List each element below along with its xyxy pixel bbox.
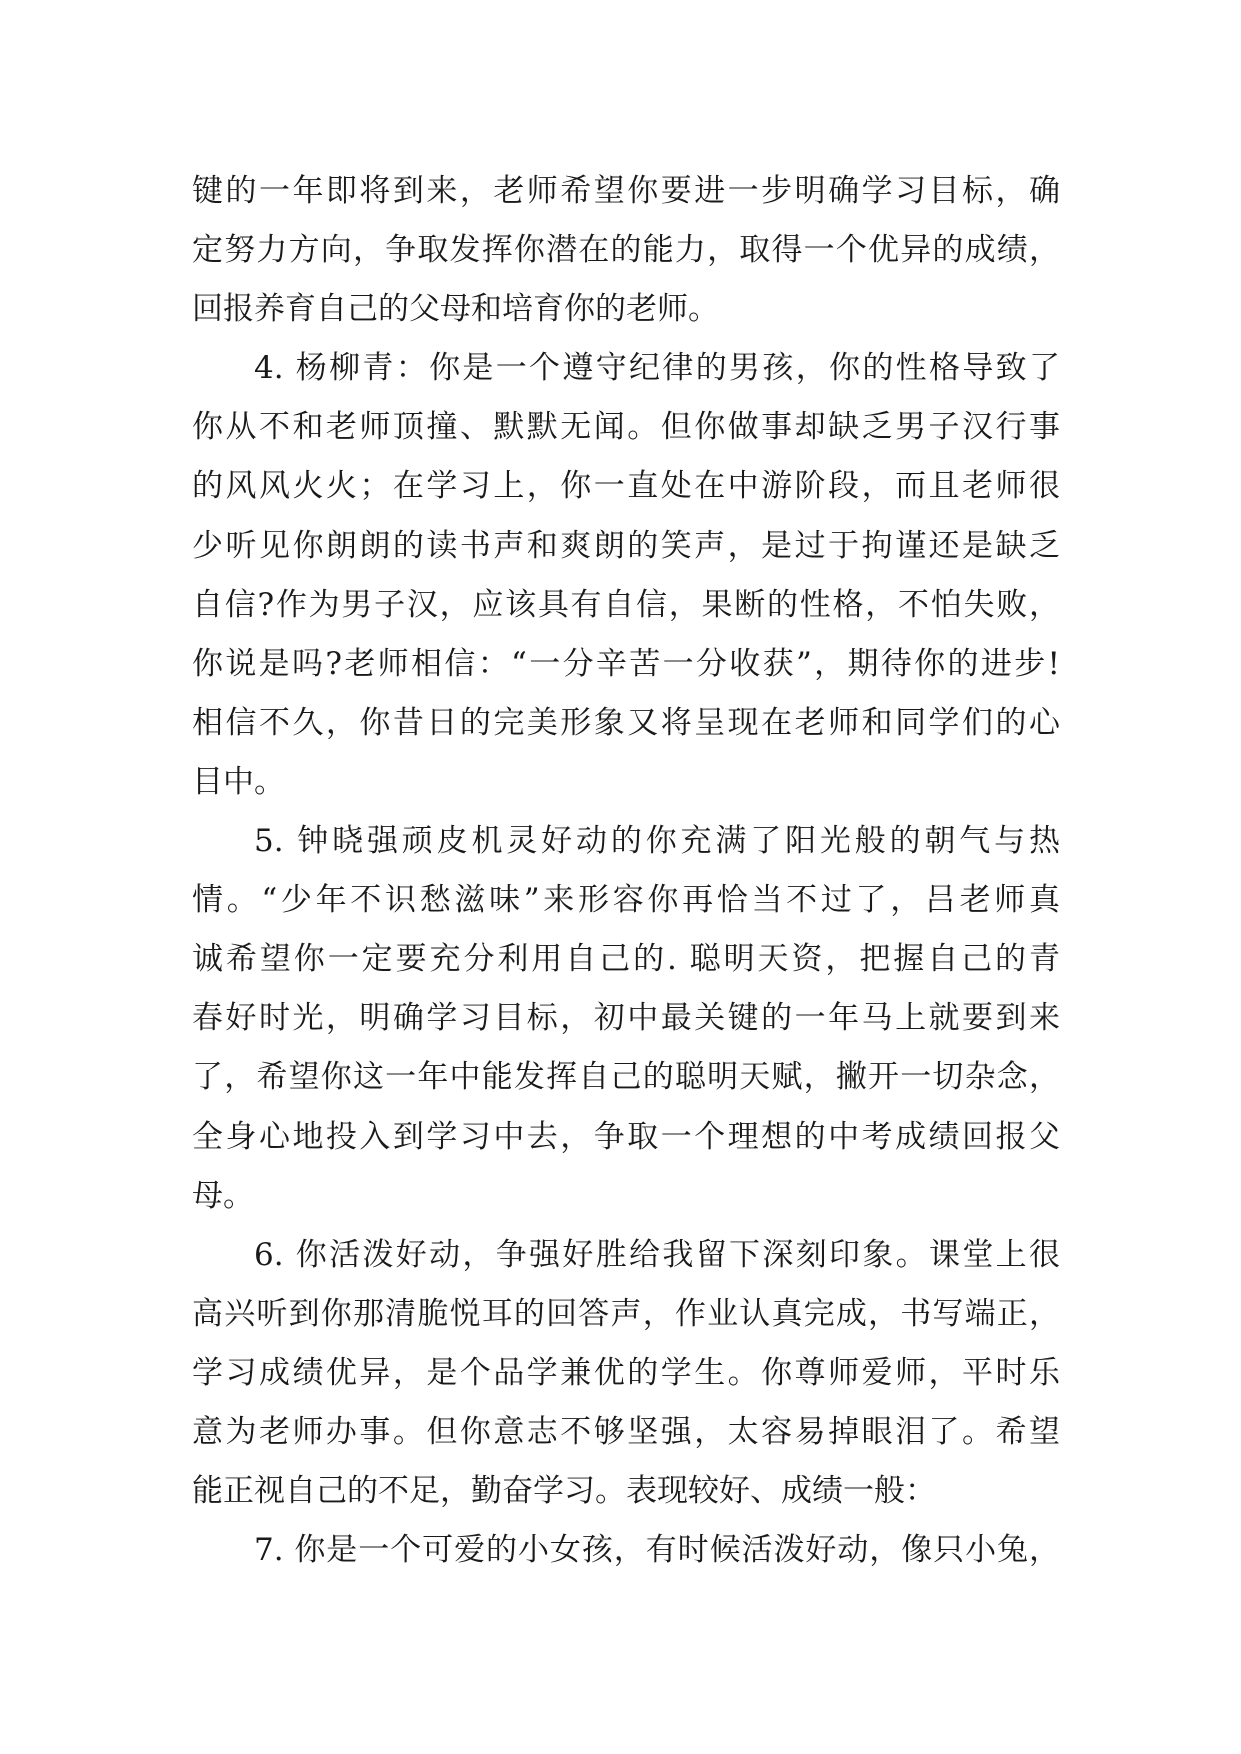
paragraph-2 bbox=[192, 339, 1060, 812]
text-line: 4. 杨柳青：你是一个遵守纪律的男孩，你的性格导致了 bbox=[254, 350, 1060, 387]
text-line: 键的一年即将到来，老师希望你要进一步明确学习目标，确 bbox=[192, 173, 1060, 209]
text-line: 5. 钟晓强顽皮机灵好动的你充满了阳光般的朝气与热 bbox=[254, 823, 1060, 860]
paragraph-4 bbox=[192, 1226, 1060, 1521]
text-line: 你说是吗?老师相信：“一分辛苦一分收获”，期待你的进步! bbox=[192, 645, 1060, 682]
text-line: 7. 你是一个可爱的小女孩，有时候活泼好动，像只小兔， bbox=[254, 1532, 1060, 1569]
text-line: 你从不和老师顶撞、默默无闻。但你做事却缺乏男子汉行事 bbox=[192, 409, 1060, 446]
text-line: 目中。 bbox=[192, 763, 285, 800]
text-line: 高兴听到你那清脆悦耳的回答声，作业认真完成，书写端正， bbox=[192, 1295, 1060, 1332]
text-line: 全身心地投入到学习中去，争取一个理想的中考成绩回报父 bbox=[192, 1118, 1060, 1155]
text-line: 定努力方向，争取发挥你潜在的能力，取得一个优异的成绩， bbox=[192, 232, 1060, 269]
text-line: 的风风火火；在学习上，你一直处在中游阶段，而且老师很 bbox=[192, 468, 1060, 505]
text-line: 了，希望你这一年中能发挥自己的聪明天赋，撇开一切杂念， bbox=[192, 1059, 1060, 1096]
paragraph-1 bbox=[192, 162, 1060, 339]
text-line: 情。“少年不识愁滋味”来形容你再恰当不过了，吕老师真 bbox=[192, 882, 1060, 919]
text-line: 学习成绩优异，是个品学兼优的学生。你尊师爱师，平时乐 bbox=[192, 1354, 1060, 1391]
text-line: 自信?作为男子汉，应该具有自信，果断的性格，不怕失败， bbox=[192, 586, 1060, 623]
text-line: 意为老师办事。但你意志不够坚强，太容易掉眼泪了。希望 bbox=[192, 1413, 1060, 1450]
paragraph-5 bbox=[192, 1521, 1060, 1580]
text-line: 能正视自己的不足，勤奋学习。表现较好、成绩一般： bbox=[192, 1473, 936, 1510]
paragraph-3 bbox=[192, 812, 1060, 1226]
text-line: 6. 你活泼好动，争强好胜给我留下深刻印象。课堂上很 bbox=[254, 1236, 1060, 1273]
text-line: 相信不久，你昔日的完美形象又将呈现在老师和同学们的心 bbox=[192, 704, 1060, 741]
text-line: 回报养育自己的父母和培育你的老师。 bbox=[192, 291, 719, 328]
text-line: 诚希望你一定要充分利用自己的. 聪明天资，把握自己的青 bbox=[192, 941, 1060, 978]
document-body bbox=[192, 162, 1060, 1580]
text-line: 少听见你朗朗的读书声和爽朗的笑声，是过于拘谨还是缺乏 bbox=[192, 527, 1060, 564]
text-line: 母。 bbox=[192, 1177, 254, 1214]
text-line: 春好时光，明确学习目标，初中最关键的一年马上就要到来 bbox=[192, 1000, 1060, 1037]
